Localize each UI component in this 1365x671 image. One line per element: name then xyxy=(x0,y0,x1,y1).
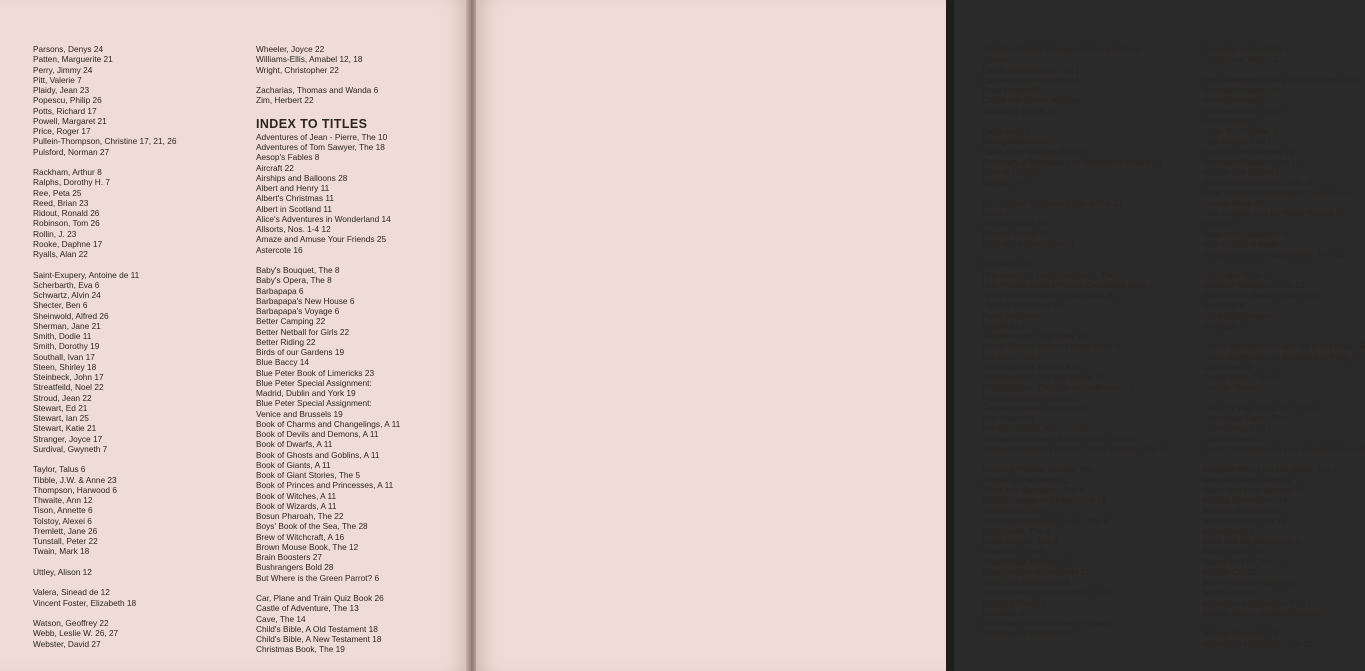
index-entry: Elmer 5 xyxy=(982,208,1011,218)
index-entry: Taylor, Talus 6 xyxy=(33,464,86,475)
index-entry: Popescu, Philip 26 xyxy=(33,95,102,106)
block-gap xyxy=(33,259,176,269)
index-entry: Growing Things 19 xyxy=(982,597,1052,608)
block-gap xyxy=(33,557,176,567)
index-entry: Reed, Brian 23 xyxy=(33,197,89,208)
index-entry: Little Car Has a Day Out, The 4 xyxy=(1203,402,1319,413)
index-entry: Dictionary of Monsters and Mysterious Beasts 21 xyxy=(982,156,1163,167)
index-entry: Plaidy, Jean 23 xyxy=(33,85,90,95)
index-entry: Issi Pandemonium 9 xyxy=(1203,310,1279,321)
index-entry: Twain, Mark 18 xyxy=(33,546,90,557)
index-entry: Baby's Opera, The 8 xyxy=(256,275,332,286)
index-entry: Castle of Adventure, The 13 xyxy=(256,603,359,614)
index-entry: Stewart, Ed 21 xyxy=(33,402,88,413)
index-entry: Little Brute Family, The 5 xyxy=(1203,413,1295,423)
section-heading: INDEX TO TITLES xyxy=(256,116,368,131)
index-entry: Make Your Own Monster 20 xyxy=(1203,484,1306,495)
index-entry: Code Games 26 xyxy=(982,85,1043,95)
index-entry: Gypsy Folk Tales 12 xyxy=(1203,54,1278,65)
index-entry: Fun and Games Outdoors 25 xyxy=(982,402,1090,413)
index-entry: Perry, Jimmy 24 xyxy=(33,64,93,75)
index-entry: Boys' Book of the Sea, The 28 xyxy=(256,521,368,532)
index-entry: Barbapapa 6 xyxy=(256,285,304,296)
index-entry: Sherman, Jane 21 xyxy=(33,320,101,331)
index-entry: Flight of the Doves 16 xyxy=(982,300,1063,311)
index-entry: Christine Pullein-Thompson's Book of Pony xyxy=(982,44,1142,54)
index-entry: Barbapapa's Voyage 6 xyxy=(256,306,340,316)
index-entry: Fourth Piccolo Picture Puzzle Book 26 xyxy=(982,341,1124,352)
background-edge xyxy=(946,0,954,671)
index-entry: Magician Who Lost His Magic, The 5 xyxy=(1203,464,1338,475)
index-entry: Pullein-Thompson, Christine 17, 21, 26 xyxy=(33,136,177,147)
index-entry: Tolstoy, Alexei 6 xyxy=(33,515,92,526)
index-entry: Even More Fun-Tastic 24 xyxy=(982,238,1075,249)
index-entry: Book of Dwarfs, A 11 xyxy=(256,439,333,450)
index-entry: Amaze and Amuse Your Friends 25 xyxy=(256,234,387,245)
index-entry: Giant Jam Sandwich, The 4 xyxy=(982,484,1084,495)
index-entry: Scherbarth, Eva 6 xyxy=(33,279,100,290)
block-gap xyxy=(1203,618,1365,628)
index-entry: How to Make and Fly Paper Aircraft 19 xyxy=(1203,208,1346,218)
index-entry: Zacharias, Thomas and Wanda 6 xyxy=(256,85,379,95)
index-entry: Hundred and One Dalmations, The 11 xyxy=(1203,249,1343,259)
index-entry: Stewart, Katie 21 xyxy=(33,423,97,434)
index-entry: Locomotives 23 xyxy=(1203,433,1262,444)
index-entry: Emma's Island 13 xyxy=(982,228,1048,239)
index-entry: Daring Detectives 15 xyxy=(982,136,1060,147)
index-entry: Barbapapa's New House 6 xyxy=(256,295,355,306)
right-page xyxy=(476,0,1365,671)
index-entry: Just So Stories 15 xyxy=(1203,382,1271,393)
index-entry: Thwaite, Ann 12 xyxy=(33,495,93,505)
index-entry: Cave, The 14 xyxy=(256,613,306,624)
index-entry: Blue Peter Special Assignment: xyxy=(256,398,372,409)
index-entry: Williams-Ellis, Amabel 12, 18 xyxy=(256,54,363,65)
index-entry: Stories 17 xyxy=(982,54,1020,65)
block-gap xyxy=(33,454,176,464)
index-entry: Making Decorations 19 xyxy=(1203,495,1288,505)
index-entry: Bushrangers Bold 28 xyxy=(256,562,334,573)
index-entry: Jane's Adventures in and out of the Book 15 xyxy=(1203,341,1365,352)
index-entry: Little Prince, The 11 xyxy=(1203,423,1277,434)
index-entry: Wheeler, Joyce 22 xyxy=(256,44,325,54)
index-entry: Book of Charms and Changelings, A 11 xyxy=(256,418,401,429)
block-gap xyxy=(982,188,1165,198)
index-entry: Child's Bible, A New Testament 18 xyxy=(256,634,382,644)
index-entry: Blue Peter Book of Limericks 23 xyxy=(256,367,375,378)
index-entry: Dad's Army 24 xyxy=(982,126,1036,136)
index-entry: Aesop's Fables 8 xyxy=(256,152,320,163)
index-entry: Hugo 10 xyxy=(1203,218,1235,229)
index-entry: Albert and Henry 11 xyxy=(256,183,330,193)
index-entry: Helen Keller 23 xyxy=(1203,115,1260,126)
index-entry: Follyfoot Pony Quiz Book 26 xyxy=(982,331,1087,341)
index-entry: Bosun Pharoah, The 22 xyxy=(256,511,344,521)
block-gap xyxy=(1203,65,1365,75)
index-column-1 xyxy=(33,44,176,649)
index-entry: Hello, Mr. Twiddle! 9 xyxy=(1203,126,1278,136)
index-entry: Potts, Richard 17 xyxy=(33,105,97,116)
index-entry: Sheinwold, Alfred 26 xyxy=(33,310,109,321)
index-entry: Webster, David 27 xyxy=(33,638,101,649)
index-entry: Further Adventures of Josie, Click and Bun, The 9 xyxy=(982,443,1165,454)
index-entry: Powell, Margaret 21 xyxy=(33,115,107,126)
block-gap xyxy=(1203,393,1365,403)
index-entry: Blue Peter Special Assignment: xyxy=(256,377,372,388)
index-entry: Ghosts go Haunting 16 xyxy=(982,474,1067,485)
index-entry: Mazes for Fun, Nos. 1-2 xyxy=(1203,556,1292,567)
index-entry: Surdival, Gwyneth 7 xyxy=(33,443,108,454)
index-entry: Motor-Cars 23 xyxy=(1203,587,1257,598)
index-entry: Hugo and Josephine 10 xyxy=(1203,228,1291,239)
index-entry: Narrow Squeaks! 28 xyxy=(1203,628,1279,639)
index-entry: Tibble, J.W. & Anne 23 xyxy=(33,474,117,485)
index-entry: Adventures of Tom Sawyer, The 18 xyxy=(256,142,385,152)
index-entry: Fun and Games Indoors 25 xyxy=(982,392,1084,403)
index-entry: Matty Doolin 14 xyxy=(1203,546,1261,557)
index-entry: Streatfeild, Noel 22 xyxy=(33,382,104,393)
index-entry: Haunted Houses 27 xyxy=(1203,95,1277,106)
index-entry: Steinbeck, John 17 xyxy=(33,372,104,382)
index-entry: David Nixon's Magic Box 26 xyxy=(982,146,1086,157)
index-entry: Great Fire, The 9 xyxy=(982,546,1046,557)
index-entry: Collecting Things 19 xyxy=(982,105,1058,116)
index-entry: Follyfoot 14 xyxy=(982,320,1025,331)
index-entry: Astercote 16 xyxy=(256,244,303,255)
index-entry: Child's Bible, A Old Testament 18 xyxy=(256,623,378,634)
index-entry: Blue Baccy 14 xyxy=(256,357,310,368)
block-gap xyxy=(256,255,400,265)
block-gap xyxy=(256,106,400,116)
block-gap xyxy=(33,157,176,167)
block-gap xyxy=(982,249,1165,259)
index-entry: House at World's End, The 14 xyxy=(1203,177,1314,188)
index-entry: More Haunted Houses 27 xyxy=(1203,577,1298,587)
index-entry: Ryalls, Alan 22 xyxy=(33,249,88,259)
index-entry: Stroud, Jean 22 xyxy=(33,392,92,403)
index-entry: Smith, Dorothy 19 xyxy=(33,341,100,352)
block-gap xyxy=(982,116,1165,126)
index-entry: Man in Fifteen, The 16 xyxy=(1203,515,1286,526)
block-gap xyxy=(256,75,400,85)
index-entry: First Feats 22 xyxy=(982,259,1033,270)
index-entry: Shecter, Ben 6 xyxy=(33,300,88,311)
index-entry: Island of Adventure, The 13 xyxy=(1203,279,1305,290)
index-entry: Great Sea Mysteries 28 xyxy=(982,577,1070,587)
block-gap xyxy=(1203,454,1365,464)
index-entry: Double Ex 17 xyxy=(982,177,1032,188)
index-entry: Uttley, Alison 12 xyxy=(33,566,92,577)
index-entry: Aircraft 22 xyxy=(256,162,294,173)
index-entry: Book of Witches, A 11 xyxy=(256,490,337,501)
index-entry: Haunted Mine, The 17 xyxy=(1203,105,1285,116)
index-entry: First Piccolo Picture Puzzle Book 26 xyxy=(982,290,1116,300)
index-entry: Pulsford, Norman 27 xyxy=(33,146,110,157)
index-entry: Haunted Houseful 15 xyxy=(1203,85,1281,95)
index-entry: Brew of Witchcraft, A 16 xyxy=(256,531,345,542)
index-entry: But Where is the Green Parrot? 6 xyxy=(256,572,380,583)
index-entry: Mark and the Monocycle 6 xyxy=(1203,536,1301,546)
index-entry: Price, Roger 17 xyxy=(33,126,91,136)
index-entry: Ralphs, Dorothy H. 7 xyxy=(33,177,111,188)
index-entry: Madrid, Dublin and York 19 xyxy=(256,388,356,398)
index-entry: How a Baby is Made 7 xyxy=(1203,238,1287,249)
index-entry: Adventures of Jean - Pierre, The 10 xyxy=(256,131,388,142)
index-entry: Better Netball for Girls 22 xyxy=(256,326,350,337)
index-entry: Gumdrop 4 xyxy=(982,607,1024,618)
block-gap xyxy=(256,583,400,593)
index-entry: Fun-Tastic! 24 xyxy=(982,413,1035,423)
index-entry: Airships and Balloons 28 xyxy=(256,172,348,183)
index-entry: Golden Voyage of Sinbad, The 15 xyxy=(982,495,1107,505)
index-entry: Christmas Book, The 19 xyxy=(256,644,345,655)
index-entry: First Piccolo Picture Picture Crossword Book 27 xyxy=(982,279,1159,290)
index-entry: Birds of our Gardens 19 xyxy=(256,347,345,357)
index-entry: Parsons, Denys 24 xyxy=(33,44,104,54)
index-entry: Lyrico: The Story of a very Special Horse 18 xyxy=(1203,443,1365,454)
block-gap xyxy=(982,454,1165,464)
index-entry: Naturalists Handbook, The 22 xyxy=(1203,638,1313,649)
index-entry: Hans Andersen's Fairy Tales (Volume 1) 9 xyxy=(1203,74,1358,85)
index-entry: Watson, Geoffrey 22 xyxy=(33,618,109,628)
index-entry: Thompson, Harwood 6 xyxy=(33,484,117,495)
index-entry: Webb, Leslie W. 26, 27 xyxy=(33,628,119,639)
index-entry: Moshie Cat 10 xyxy=(1203,566,1257,577)
index-entry: Schwartz, Alvin 24 xyxy=(33,290,101,300)
index-column-3 xyxy=(982,44,1165,639)
index-entry: Great Ghosts of the World 27 xyxy=(982,566,1090,577)
index-entry: Smith, Dodie 11 xyxy=(33,331,92,341)
block-gap xyxy=(1203,331,1365,341)
index-entry: Irish Fairy Tales 12 xyxy=(1203,269,1273,280)
index-entry: Fox Hole, The 17 xyxy=(982,351,1046,362)
index-entry: Car, Plane and Train Quiz Book 26 xyxy=(256,593,384,603)
index-entry: Magpie History Diary 19 xyxy=(1203,474,1292,485)
index-entry: Grimm's Fairy Tales (Volume 1) 10 xyxy=(982,587,1109,598)
index-entry: Gumdrop on the Move 4 xyxy=(982,628,1072,639)
index-entry: Brown Mouse Book, The 12 xyxy=(256,541,359,552)
index-entry: Book of Princes and Princesses, A 11 xyxy=(256,480,394,491)
index-column-2 xyxy=(256,44,400,655)
index-entry: Tison, Annette 6 xyxy=(33,505,93,516)
index-entry: Great Big Enormous Turnip, The 6 xyxy=(982,515,1109,526)
index-entry: Fun with Words, Nos. 1-4 26 xyxy=(982,423,1087,434)
index-entry: Freewheelers: The Sign of the Beaver 15 xyxy=(982,382,1134,393)
index-entry: Jungle Book, The 15 xyxy=(1203,372,1279,382)
index-entry: Circus of Adventure, The 13 xyxy=(982,64,1085,75)
index-entry: Island of the Great Yellow Ox 16 xyxy=(1203,290,1322,300)
index-entry: How: A General Knowledge Question and xyxy=(1203,187,1356,198)
block-gap xyxy=(33,577,176,587)
index-entry: Stranger, Joyce 17 xyxy=(33,433,103,444)
index-entry: Cinnamon and Nutmeg 14 xyxy=(982,74,1079,85)
index-entry: It's Magic 7 xyxy=(1203,320,1245,331)
index-entry: Allsorts, Nos. 1-4 12 xyxy=(256,224,331,234)
index-entry: Brain Boosters 27 xyxy=(256,552,322,562)
index-entry: Dora at Follyfoot 14 xyxy=(982,167,1055,177)
block-gap xyxy=(33,608,176,618)
index-entry: Zim, Herbert 22 xyxy=(256,95,314,106)
index-entry: Pitt, Valerie 7 xyxy=(33,74,82,85)
index-entry: Ree, Peta 25 xyxy=(33,187,82,198)
index-entry: Rackham, Arthur 8 xyxy=(33,167,102,177)
index-entry: Book of Wizards, A 11 xyxy=(256,500,337,511)
index-entry: Steen, Shirley 18 xyxy=(33,361,97,372)
index-entry: Southall, Ivan 17 xyxy=(33,351,95,362)
index-entry: Tremlett, Jane 26 xyxy=(33,525,98,536)
index-entry: Rollin, J. 23 xyxy=(33,228,77,239)
index-entry: Book of Devils and Demons, A 11 xyxy=(256,429,379,439)
index-entry: Gumdrop and the Farmer's Friend 4 xyxy=(982,618,1115,628)
index-entry: Flying Postman 5 xyxy=(982,310,1047,321)
index-entry: Robinson, Tom 26 xyxy=(33,218,100,229)
index-entry: Mountain of Adventure, The 13 xyxy=(1203,597,1317,608)
index-column-4 xyxy=(1203,44,1365,649)
index-entry: Great Boffo, The 4 xyxy=(982,525,1050,536)
index-entry: Mother Goose Nursery Rhymes 8 xyxy=(1203,607,1327,618)
index-entry: Wright, Christopher 22 xyxy=(256,64,339,75)
index-entry: Patten, Marguerite 21 xyxy=(33,54,113,65)
index-entry: Great Escape, The 9 xyxy=(982,536,1059,546)
index-entry: Book of Giants, A 11 xyxy=(256,459,331,470)
index-entry: Albert in Scotland 11 xyxy=(256,203,332,214)
index-entry: Emma in Love 13 xyxy=(982,218,1047,229)
index-entry: Baby's Bouquet, The 8 xyxy=(256,265,340,275)
index-entry: Ghost of Thomas Kempe, The xyxy=(982,464,1093,475)
index-entry: Vincent Foster, Elizabeth 18 xyxy=(33,597,137,608)
index-entry: First Larry the Lamb Storybook, The 10 xyxy=(982,269,1127,280)
index-entry: Janes Adventures on the Island of Peeg 15 xyxy=(1203,351,1362,362)
index-entry: Issi Noho 9 xyxy=(1203,300,1245,311)
index-entry: Book of Ghosts and Goblins, A 11 xyxy=(256,449,380,460)
index-entry: Ridout, Ronald 26 xyxy=(33,208,100,218)
index-entry: Manxmouse 10 xyxy=(1203,525,1260,536)
index-entry: Answer Book 20 xyxy=(1203,197,1264,208)
index-entry: Stewart, Ian 25 xyxy=(33,413,89,423)
index-entry: Valera, Sinead de 12 xyxy=(33,587,110,598)
index-entry: Freewheelers: The Spy Game 15 xyxy=(982,372,1105,382)
index-entry: Albert's Christmas 11 xyxy=(256,193,334,204)
index-entry: Gumdrop on the Rally 4 xyxy=(1203,44,1291,54)
index-entry: High House, The 13 xyxy=(1203,136,1277,147)
index-entry: Fox Under my Jacket, A 15 xyxy=(982,361,1082,372)
index-entry: Codes and Secret Writings 22 xyxy=(982,95,1093,106)
index-entry: Grandfather Ben 6 xyxy=(982,505,1051,516)
index-entry: Venice and Brussels 19 xyxy=(256,408,343,419)
left-page xyxy=(0,0,468,671)
index-entry: Horses and Ponies 22 xyxy=(1203,167,1285,177)
index-entry: Great British Ghosts 27 xyxy=(982,556,1069,567)
index-entry: Josephine 10 xyxy=(1203,361,1253,372)
index-entry: Book of Giant Stories, The 5 xyxy=(256,470,361,480)
index-entry: Hoaxes and Swindles 28 xyxy=(1203,146,1295,157)
index-entry: Alice's Adventures in Wonderland 14 xyxy=(256,213,391,224)
index-entry: Ed 'Stewpot' Stewart's Book of Pop 21 xyxy=(982,197,1123,208)
index-entry: Better Riding 22 xyxy=(256,336,316,347)
index-entry: Honeywell Badger, The 17 xyxy=(1203,156,1301,167)
index-entry: Rooke, Daphne 17 xyxy=(33,238,103,249)
index-entry: Tunstall, Peter 22 xyxy=(33,536,98,546)
index-entry: Better Camping 22 xyxy=(256,316,326,327)
block-gap xyxy=(1203,259,1365,269)
index-entry: Further Adventures of Jean Pierre, The 10 xyxy=(982,433,1137,444)
index-entry: Malkin's Mountain 11 xyxy=(1203,505,1281,516)
index-entry: Saint-Exupery, Antoine de 11 xyxy=(33,269,140,280)
